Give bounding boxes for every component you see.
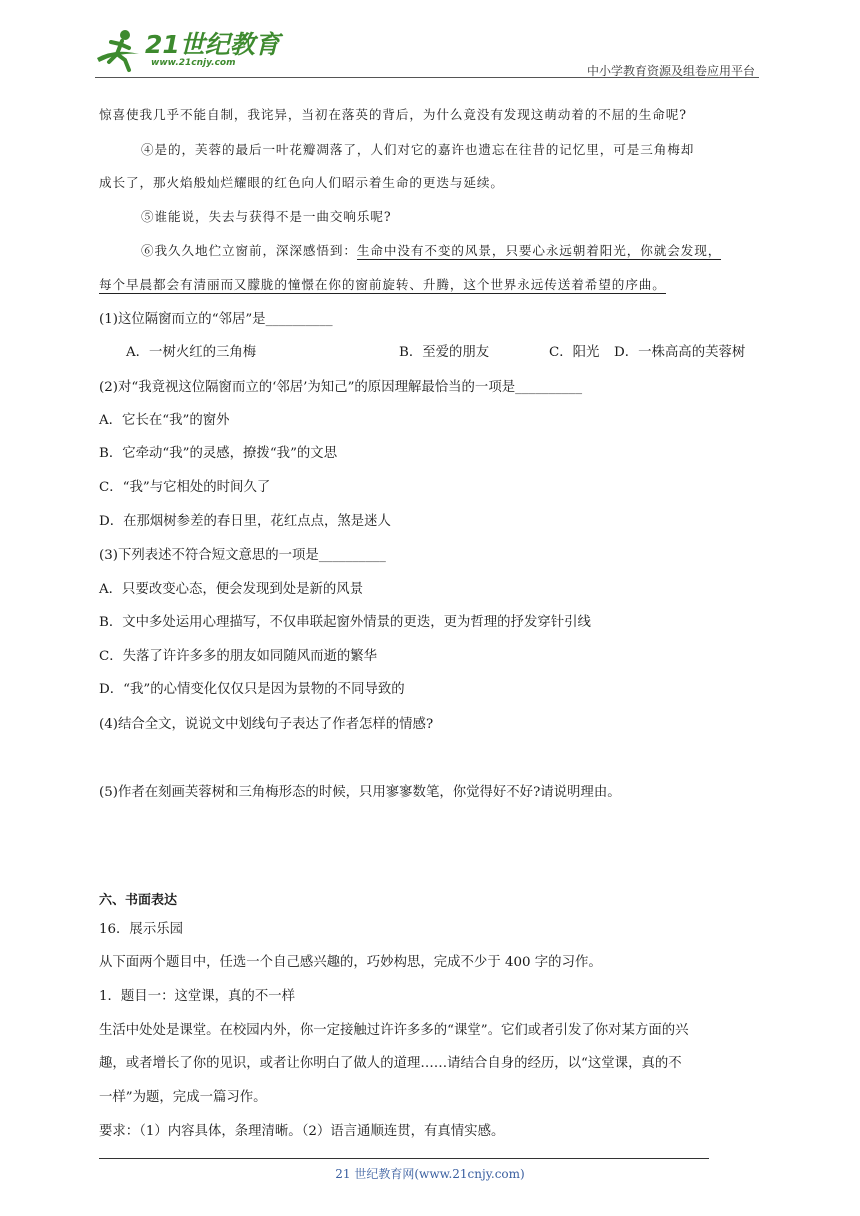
platform-title: 中小学教育资源及组卷应用平台: [586, 64, 755, 78]
page-header: [95, 28, 759, 80]
passage-line: 惊喜使我几乎不能自制，我诧异，当初在落英的背后，为什么竟没有发现这萌动着的不屈的生命呢?: [99, 107, 687, 122]
passage-paragraph-5: ⑤谁能说，失去与获得不是一曲交响乐呢?: [141, 209, 392, 224]
question-16: 16．展示乐园: [99, 922, 183, 937]
passage-paragraph-4-cont: 成长了，那火焰般灿烂耀眼的红色向人们昭示着生命的更迭与延续。: [99, 175, 504, 190]
writing-requirements: 要求：（1）内容具体，条理清晰。（2）语言通顺连贯，有真情实感。: [99, 1124, 505, 1139]
topic-1-body-end: 一样”为题，完成一篇习作。: [99, 1090, 267, 1105]
section-heading: 六、书面表达: [99, 893, 178, 908]
question-2: (2)对“我竟视这位隔窗而立的‘邻居’为知己”的原因理解最恰当的一项是__________: [99, 380, 583, 395]
paragraph-6-lead: ⑥我久久地伫立窗前，深深感悟到：: [141, 243, 357, 258]
logo-wordmark: 21世纪教育: [145, 30, 280, 59]
topic-1-title: 1．题目一：这堂课，真的不一样: [99, 989, 295, 1004]
logo-url: www.21cnjy.com: [151, 58, 236, 68]
running-figure-icon: [95, 28, 143, 74]
passage-paragraph-6: [141, 241, 721, 261]
header-divider: [95, 77, 759, 78]
q3-option-d: D．“我”的心情变化仅仅只是因为景物的不同导致的: [99, 682, 405, 697]
passage-paragraph-4: ④是的，芙蓉的最后一叶花瓣凋落了，人们对它的嘉许也遗忘在往昔的记忆里，可是三角梅却: [141, 142, 695, 157]
topic-1-body-cont: 趣，或者增长了你的见识，或者让你明白了做人的道理……请结合自身的经历，以“这堂课，真的不: [99, 1056, 682, 1071]
underlined-sentence-cont: 每个早晨都会有清丽而又朦胧的憧憬在你的窗前旋转、升腾，这个世界永远传送着希望的序曲。: [99, 277, 666, 292]
q2-option-c: C．“我”与它相处的时间久了: [99, 480, 271, 495]
q1-option-b: B．至爱的朋友: [399, 345, 490, 360]
site-logo[interactable]: [95, 28, 280, 74]
q3-option-c: C．失落了许许多多的朋友如同随风而逝的繁华: [99, 649, 378, 664]
footer-link[interactable]: 21 世纪教育网(www.21cnjy.com): [335, 1167, 525, 1181]
question-3: (3)下列表述不符合短文意思的一项是__________: [99, 548, 386, 563]
q2-option-b: B．它牵动“我”的灵感，撩拨“我”的文思: [99, 446, 338, 461]
passage-paragraph-6-cont: [99, 275, 666, 295]
q3-option-b: B．文中多处运用心理描写，不仅串联起窗外情景的更迭，更为哲理的抒发穿针引线: [99, 615, 591, 630]
q1-option-c: C．阳光: [549, 345, 600, 360]
q1-option-a: A．一树火红的三角梅: [126, 345, 257, 360]
question-1: (1)这位隔窗而立的“邻居”是__________: [99, 312, 333, 327]
underlined-sentence: 生命中没有不变的风景，只要心永远朝着阳光，你就会发现，: [356, 243, 722, 258]
writing-instructions: 从下面两个题目中，任选一个自己感兴趣的，巧妙构思，完成不少于 400 字的习作。: [99, 955, 602, 970]
q3-option-a: A．只要改变心态，便会发现到处是新的风景: [99, 582, 364, 597]
q1-option-d: D．一株高高的芙蓉树: [614, 345, 746, 360]
footer-divider: [99, 1158, 709, 1159]
q2-option-d: D．在那烟树参差的春日里，花红点点，煞是迷人: [99, 514, 391, 529]
question-4: (4)结合全文，说说文中划线句子表达了作者怎样的情感?: [99, 717, 434, 732]
question-5: (5)作者在刻画芙蓉树和三角梅形态的时候，只用寥寥数笔，你觉得好不好?请说明理由。: [99, 785, 621, 800]
topic-1-body: 生活中处处是课堂。在校园内外，你一定接触过许许多多的“课堂”。它们或者引发了你对某方面的兴: [99, 1023, 689, 1038]
q2-option-a: A．它长在“我”的窗外: [99, 413, 230, 428]
